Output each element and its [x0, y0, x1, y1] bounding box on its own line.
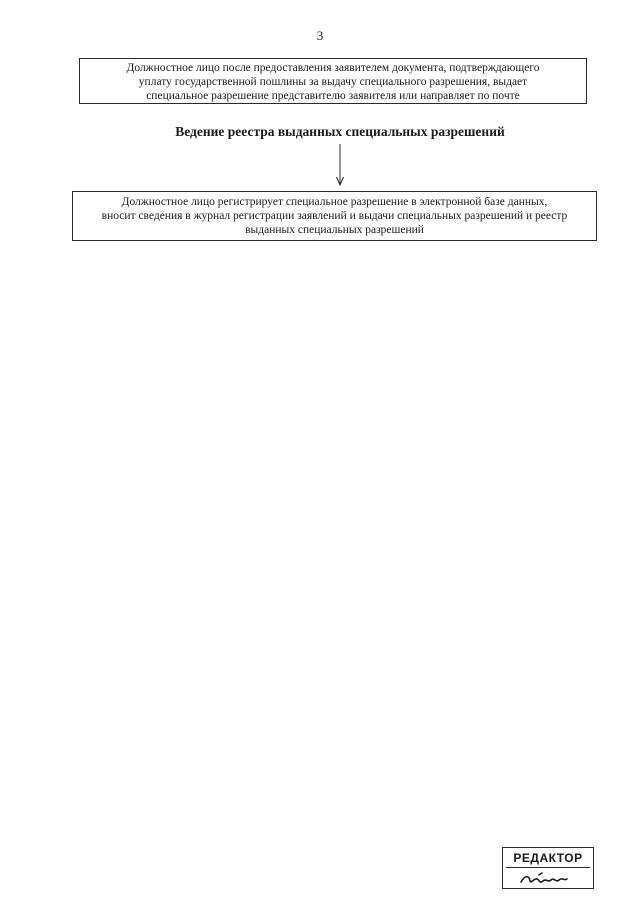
stamp-title: РЕДАКТОР — [513, 851, 583, 865]
editor-stamp — [502, 847, 594, 889]
box-text-line: вносит сведения в журнал регистрации заявлений и выдачи специальных разрешений и реестр — [101, 210, 568, 222]
procedure-box-register-permit — [72, 191, 597, 241]
signature-icon — [517, 869, 577, 887]
procedure-box-issue-permit — [79, 58, 587, 104]
down-arrow-icon — [333, 144, 347, 186]
box-text-line: уплату государственной пошлины за выдачу специального разрешения, выдает — [138, 76, 528, 88]
box-text-line: специальное разрешение представителю заявителя или направляет по почте — [146, 90, 520, 102]
box-text-line: выданных специальных разрешений — [245, 224, 424, 236]
box-text-line: Должностное лицо регистрирует специальное разрешение в электронной базе данных, — [121, 196, 548, 208]
box-text-line: Должностное лицо после предоставления заявителем документа, подтверждающего — [126, 62, 540, 74]
stamp-divider — [506, 867, 590, 868]
page-number: 3 — [316, 28, 324, 43]
section-heading: Ведение реестра выданных специальных разрешений — [175, 124, 505, 139]
